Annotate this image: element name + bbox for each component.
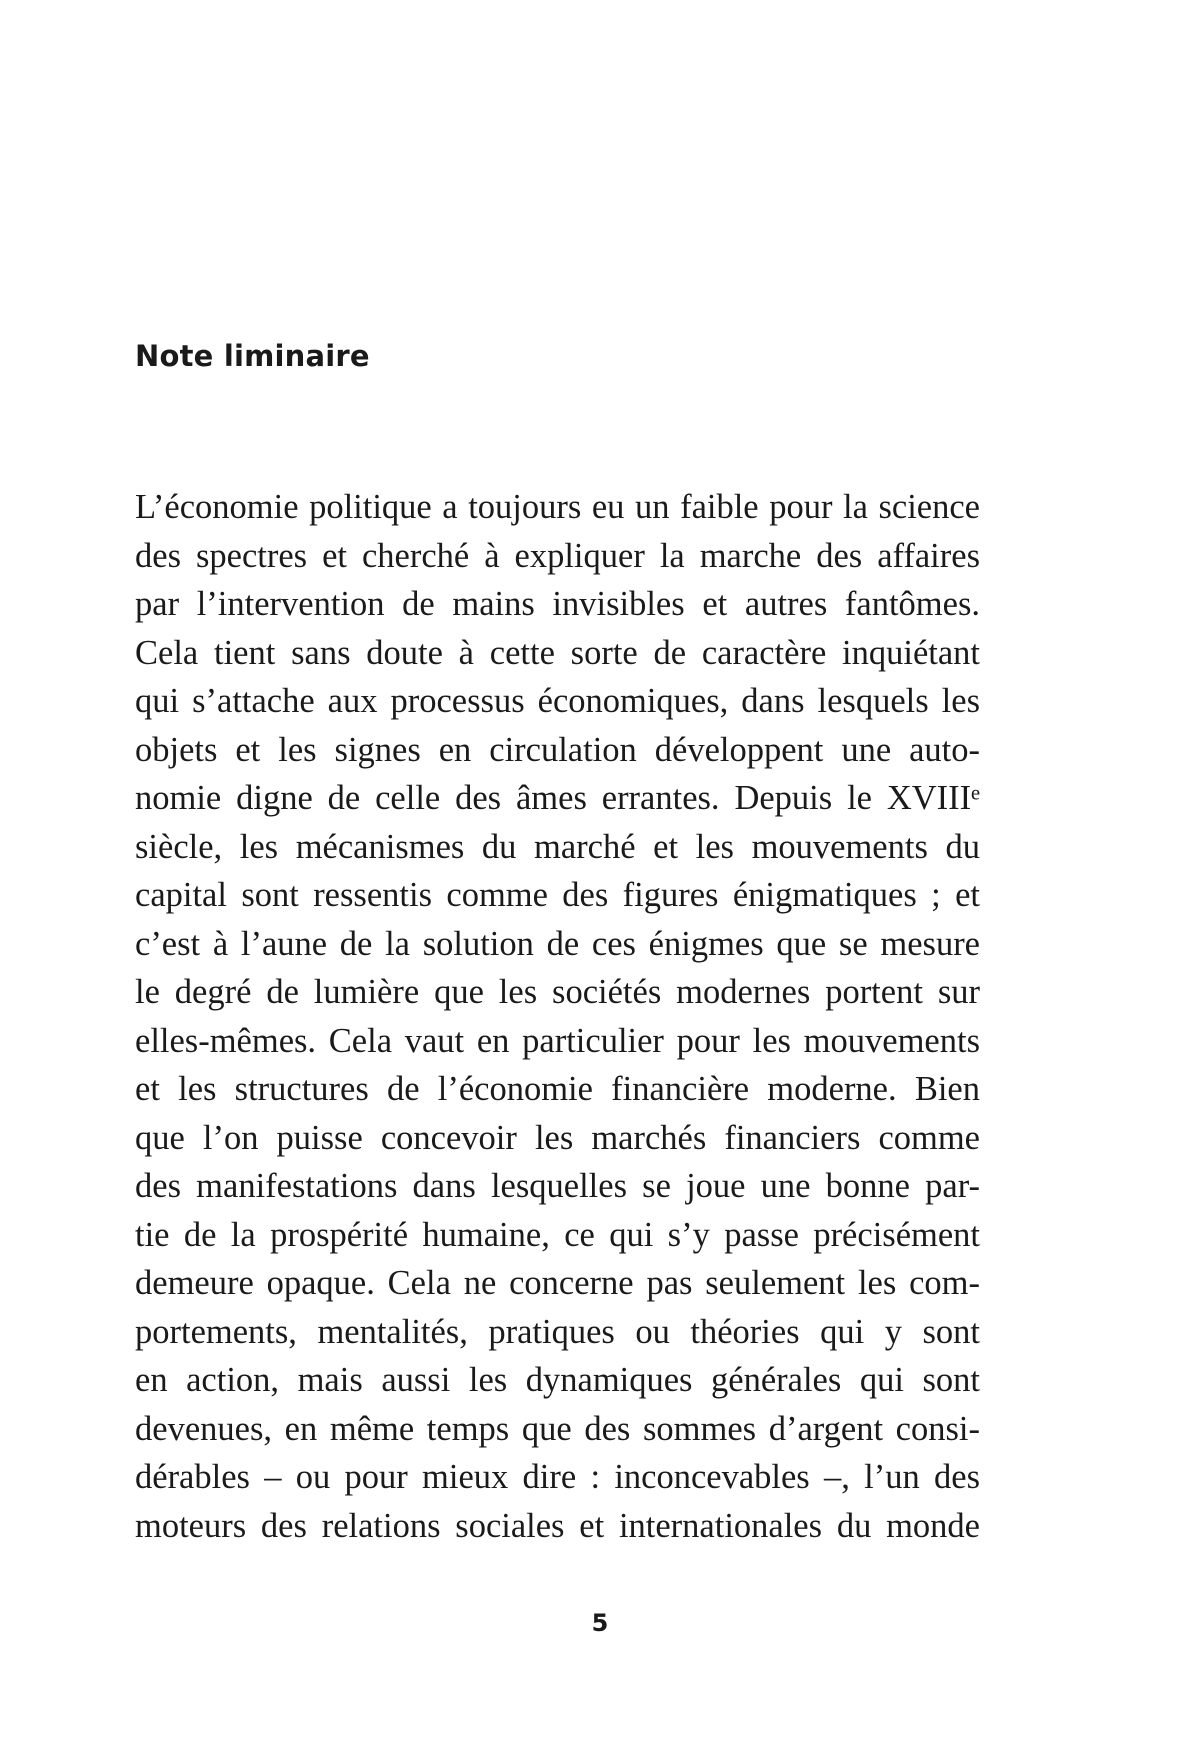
- text-line: capital sont ressentis comme des figures énigmatiques ; et: [135, 876, 980, 914]
- text-line: siècle, les mécanismes du marché et les mouvements du: [135, 827, 980, 866]
- text-line: objets et les signes en circulation développent une auto-: [135, 730, 980, 769]
- text-line: portements, mentalités, pratiques ou théories qui y sont: [135, 1312, 980, 1351]
- text-line: que l’on puisse concevoir les marchés financiers comme: [135, 1118, 980, 1157]
- text-line: par l’intervention de mains invisibles et autres fantômes.: [135, 585, 980, 623]
- text-line: L’économie politique a toujours eu un faible pour la science: [135, 488, 980, 526]
- text-line: moteurs des relations sociales et internationales du monde: [135, 1506, 980, 1545]
- chapter-heading: Note liminaire: [135, 339, 370, 373]
- body-paragraph: [135, 483, 980, 1550]
- text-line: le degré de lumière que les sociétés modernes portent sur: [135, 973, 980, 1011]
- page-number: 5: [591, 1609, 609, 1637]
- text-line: elles-mêmes. Cela vaut en particulier pour les mouvements: [135, 1021, 980, 1060]
- text-line: des spectres et cherché à expliquer la marche des affaires: [135, 536, 980, 575]
- text-line: tie de la prospérité humaine, ce qui s’y passe précisément: [135, 1215, 980, 1254]
- text-line: en action, mais aussi les dynamiques générales qui sont: [135, 1361, 980, 1399]
- text-line: nomie digne de celle des âmes errantes. Depuis le XVIIIᵉ: [135, 779, 980, 817]
- text-line: dérables – ou pour mieux dire : inconcevables –, l’un des: [135, 1458, 980, 1496]
- text-line: demeure opaque. Cela ne concerne pas seulement les com-: [135, 1264, 980, 1302]
- text-line: c’est à l’aune de la solution de ces énigmes que se mesure: [135, 924, 980, 963]
- text-line: et les structures de l’économie financière moderne. Bien: [135, 1070, 980, 1108]
- text-line: qui s’attache aux processus économiques, dans lesquels les: [135, 682, 980, 720]
- text-line: devenues, en même temps que des sommes d’argent consi-: [135, 1409, 980, 1448]
- text-line: des manifestations dans lesquelles se joue une bonne par-: [135, 1167, 980, 1205]
- text-line: Cela tient sans doute à cette sorte de caractère inquiétant: [135, 633, 980, 672]
